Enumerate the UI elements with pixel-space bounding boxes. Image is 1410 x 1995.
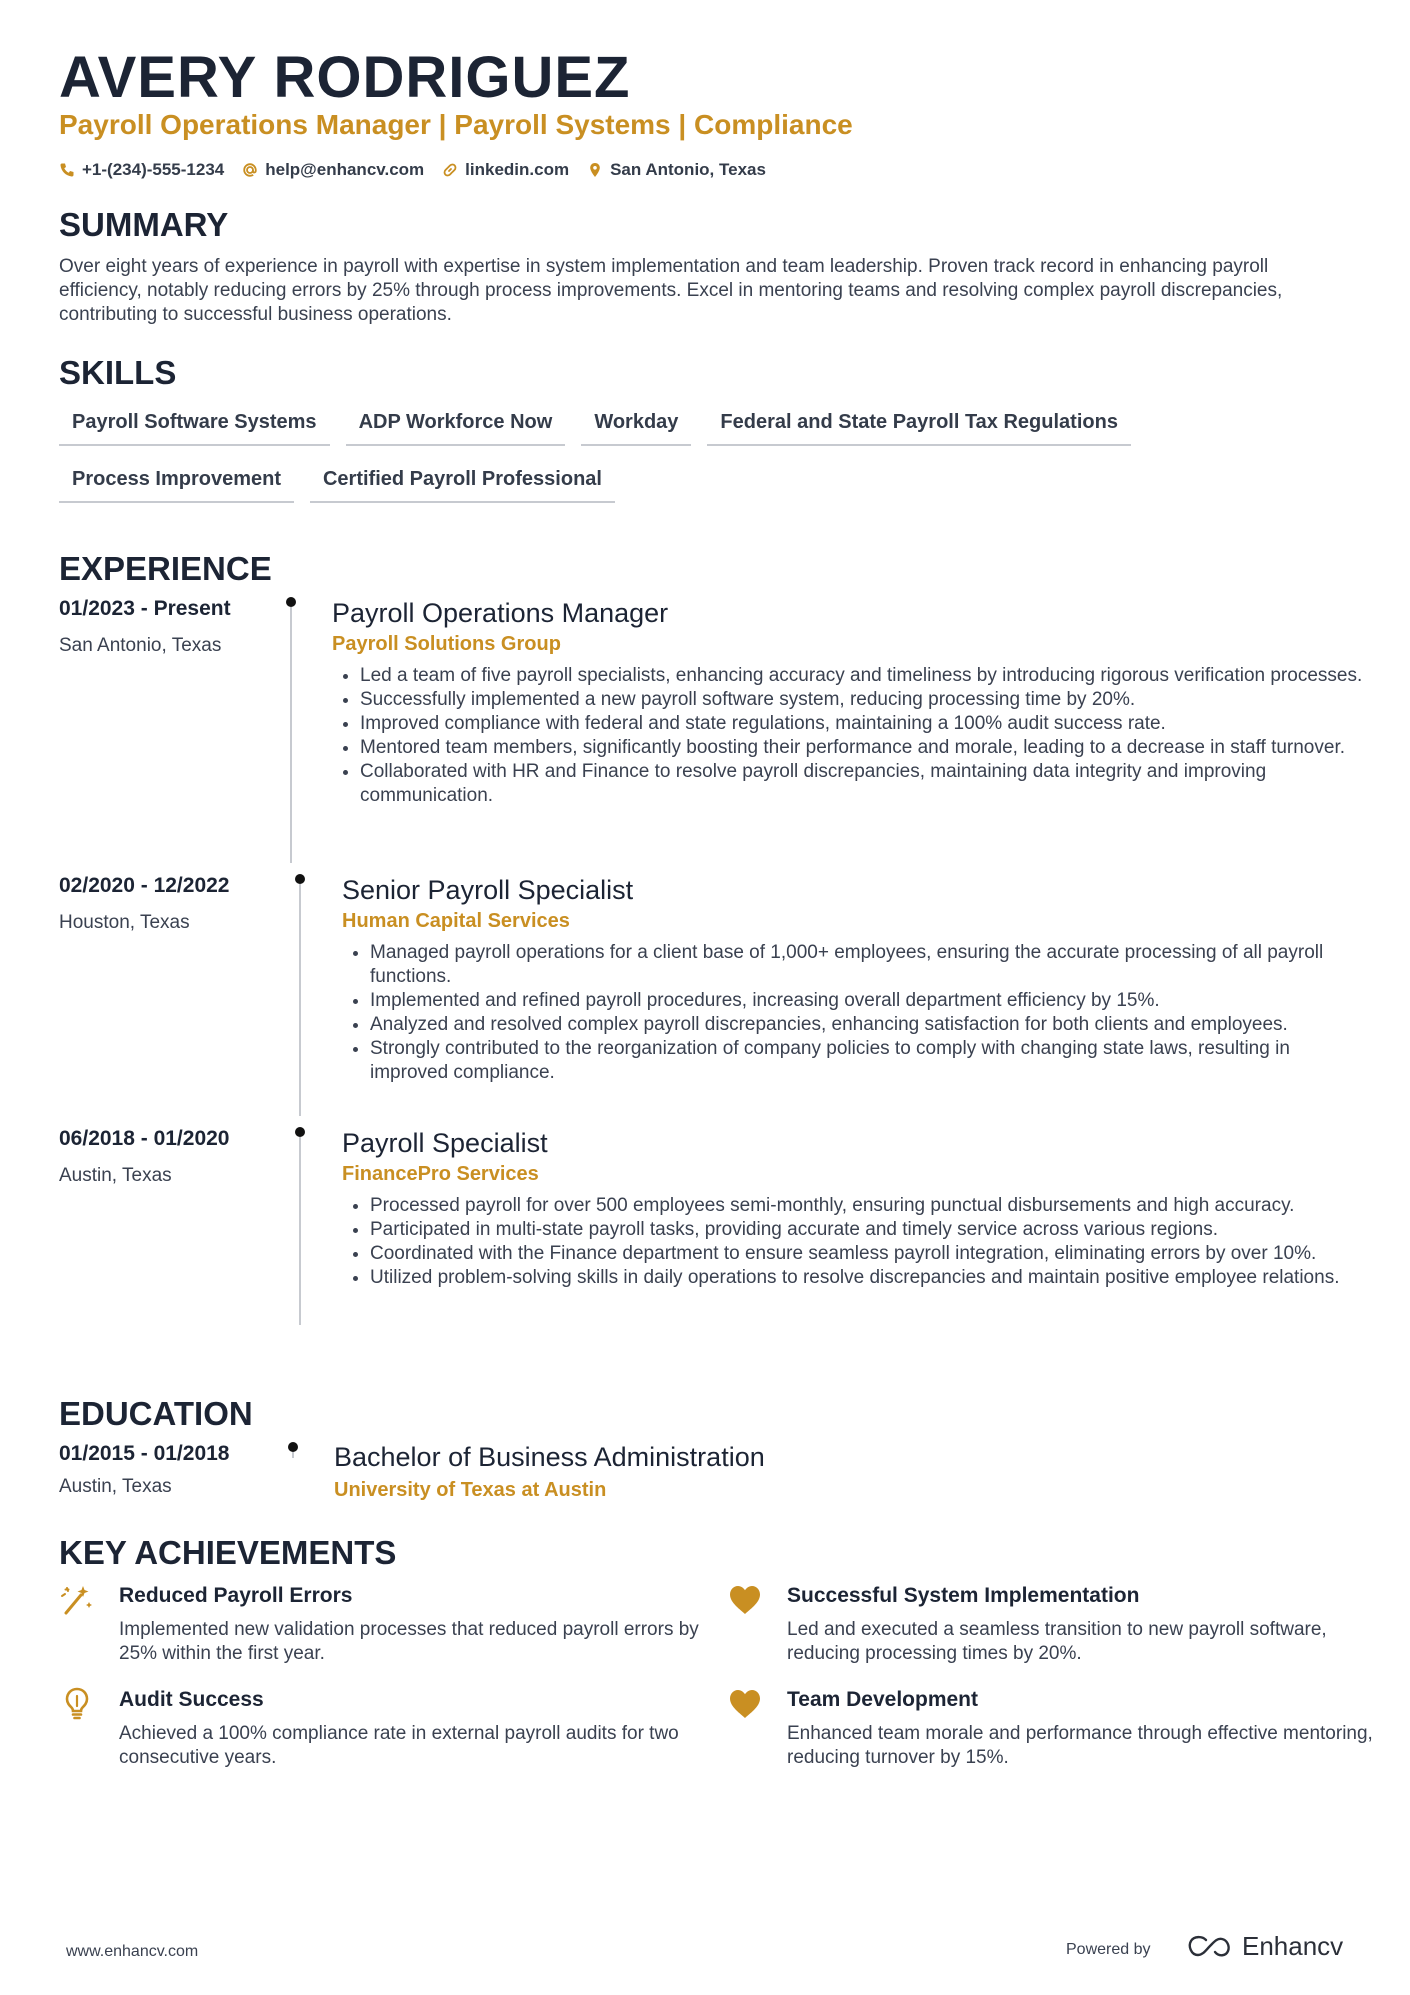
experience-location: Houston, Texas [59,912,190,933]
experience-entry [59,874,1359,1114]
experience-details [342,1127,1372,1290]
at-icon [242,162,258,178]
phone-icon [59,162,75,178]
education-dates: 01/2015 - 01/2018 [59,1442,230,1465]
achievement-description: Achieved a 100% compliance rate in external payroll audits for two consecutive years. [119,1723,679,1768]
job-bullet: • Processed payroll for over 500 employees semi-monthly, ensuring punctual disbursements and high accuracy. [370,1194,1372,1218]
footer-url[interactable]: www.enhancv.com [66,1943,199,1960]
company-name: Human Capital Services [342,910,570,932]
experience-entry [59,597,1363,862]
enhancv-logo[interactable] [1186,1931,1343,1962]
experience-heading: EXPERIENCE [59,550,272,587]
timeline-dot [286,597,296,607]
powered-by-label: Powered by [1066,1941,1151,1958]
job-bullet: • Successfully implemented a new payroll software system, reducing processing time by 20%. [360,688,1372,712]
timeline-line [299,1137,301,1325]
location-text: San Antonio, Texas [610,160,766,179]
achievement-title: Team Development [787,1688,978,1711]
experience-dates: 06/2018 - 01/2020 [59,1127,230,1150]
job-bullet: • Implemented and refined payroll procedures, increasing overall department efficiency by 15%. [370,989,1372,1013]
email-text: help@enhancv.com [265,160,425,179]
headline: Payroll Operations Manager | Payroll Systems | Compliance [59,109,853,140]
degree-title: Bachelor of Business Administration [334,1442,765,1472]
job-bullets [342,941,1372,1085]
contact-phone[interactable] [59,160,224,180]
job-bullet: • Analyzed and resolved complex payroll discrepancies, enhancing satisfaction for both clients and employees. [370,1013,1372,1037]
timeline-dot [288,1442,298,1452]
timeline-line [290,607,292,863]
job-bullet: • Strongly contributed to the reorganization of company policies to comply with changing state laws, resulting in improved compliance. [370,1037,1372,1085]
link-icon [442,162,458,178]
education-details [334,1442,1234,1502]
location-pin-icon [587,162,603,178]
job-bullets [332,664,1372,808]
skill-tag: ADP Workforce Now [346,405,566,446]
skill-tag: Workday [581,405,691,446]
summary-text: Over eight years of experience in payroll with expertise in system implementation and team leadership. Proven track record in enhancing payroll efficiency, notably reducing errors by 25% through process improvements. Excel in mentoring teams and resolving complex payroll discrepancies, contributing to successful business operations. [59,256,1283,325]
achievement-description: Implemented new validation processes that reduced payroll errors by 25% within the first year. [119,1619,699,1664]
job-title: Payroll Specialist [342,1128,548,1158]
candidate-name: AVERY RODRIGUEZ [59,45,631,110]
enhancv-logo-icon [1186,1934,1234,1960]
linkedin-text: linkedin.com [465,160,570,179]
school-name: University of Texas at Austin [334,1479,607,1501]
job-title: Payroll Operations Manager [332,598,669,628]
achievement-description: Enhanced team morale and performance through effective mentoring, reducing turnover by 15%. [787,1723,1373,1768]
experience-details [332,597,1372,808]
company-name: FinancePro Services [342,1163,539,1185]
heart-icon [727,1686,763,1722]
experience-meta [59,1127,229,1187]
job-bullet: • Led a team of five payroll specialists, enhancing accuracy and timeliness by introducing rigorous verification processes. [360,664,1372,688]
skill-tag: Federal and State Payroll Tax Regulations [707,405,1131,446]
heart-icon [727,1582,763,1618]
timeline-dot [295,874,305,884]
job-title: Senior Payroll Specialist [342,875,634,905]
experience-location: San Antonio, Texas [59,635,222,656]
experience-meta [59,874,229,934]
job-bullet: • Collaborated with HR and Finance to resolve payroll discrepancies, maintaining data integrity and improving communication. [360,760,1372,808]
job-bullet: • Utilized problem-solving skills in daily operations to resolve discrepancies and maintain positive employee relations. [370,1266,1372,1290]
experience-dates: 02/2020 - 12/2022 [59,874,230,897]
education-meta [59,1442,229,1498]
experience-details [342,874,1372,1085]
job-bullet: • Managed payroll operations for a client base of 1,000+ employees, ensuring the accurate processing of all payroll functions. [370,941,1372,989]
summary-heading: SUMMARY [59,206,229,243]
achievements-heading: KEY ACHIEVEMENTS [59,1534,397,1571]
skill-tag: Certified Payroll Professional [310,462,615,503]
company-name: Payroll Solutions Group [332,633,561,655]
education-entry [59,1442,1359,1502]
timeline-dot [295,1127,305,1137]
magic-wand-icon [59,1582,95,1618]
contact-location [587,160,766,180]
phone-text: +1-(234)-555-1234 [82,160,225,179]
contact-bar [59,160,766,180]
timeline-line [299,884,301,1116]
job-bullet: • Mentored team members, significantly boosting their performance and morale, leading to a decrease in staff turnover. [360,736,1372,760]
experience-location: Austin, Texas [59,1165,172,1186]
skill-tag: Payroll Software Systems [59,405,330,446]
education-heading: EDUCATION [59,1395,253,1432]
achievement-description: Led and executed a seamless transition to new payroll software, reducing processing times by 20%. [787,1619,1327,1664]
contact-linkedin[interactable] [442,160,569,180]
job-bullet: • Participated in multi-state payroll tasks, providing accurate and timely service across various regions. [370,1218,1372,1242]
achievement-title: Successful System Implementation [787,1584,1140,1607]
achievement-title: Audit Success [119,1688,264,1711]
experience-dates: 01/2023 - Present [59,597,231,620]
education-location: Austin, Texas [59,1476,172,1497]
experience-meta [59,597,231,657]
enhancv-wordmark: Enhancv [1242,1931,1344,1961]
skills-heading: SKILLS [59,354,177,391]
job-bullet: • Coordinated with the Finance department to ensure seamless payroll integration, eliminating errors by over 10%. [370,1242,1372,1266]
lightbulb-icon [59,1686,95,1722]
timeline-line [292,1452,294,1458]
skill-tag: Process Improvement [59,462,294,503]
contact-email[interactable] [242,160,424,180]
experience-entry [59,1127,1359,1367]
job-bullets [342,1194,1372,1290]
skills-list [59,405,1319,503]
job-bullet: • Improved compliance with federal and state regulations, maintaining a 100% audit success rate. [360,712,1372,736]
achievement-title: Reduced Payroll Errors [119,1584,353,1607]
